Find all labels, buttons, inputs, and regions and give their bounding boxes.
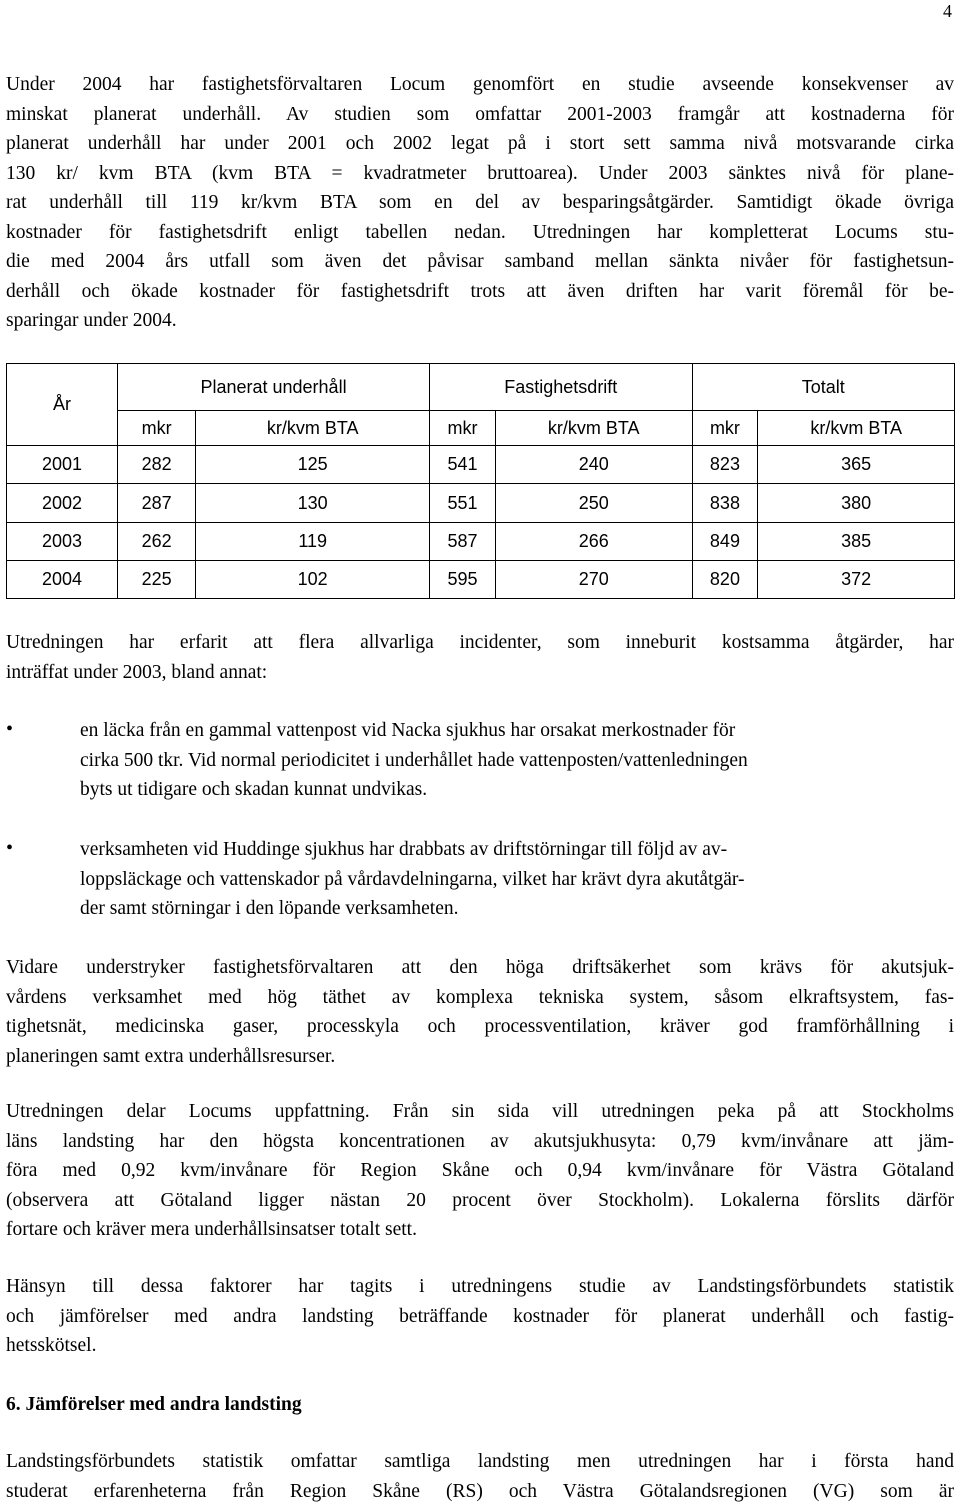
text-line: Hänsyn till dessa faktorer har tagits i utredningens studie av Landstingsförbundets statistik: [6, 1276, 954, 1297]
table-cell: 595: [430, 560, 496, 598]
table-cell: 225: [118, 560, 196, 598]
text-line: die med 2004 års utfall som även det påvisar samband mellan sänkta nivåer för fastighetsun-: [6, 251, 954, 272]
table-cell: 385: [758, 522, 955, 560]
bullet-icon: •: [6, 718, 14, 740]
table-cell: 820: [692, 560, 758, 598]
text-line: cirka 500 tkr. Vid normal periodicitet i underhållet hade vattenposten/vattenledningen: [80, 749, 748, 771]
last-paragraph: [6, 1447, 954, 1506]
table-cell: 119: [196, 522, 430, 560]
table-unit-row: [7, 411, 955, 446]
text-line: fortare och kräver mera underhållsinsatser totalt sett.: [6, 1219, 417, 1240]
text-line: en läcka från en gammal vattenpost vid Nacka sjukhus har orsakat merkostnader för: [80, 720, 736, 741]
text-line: verksamheten vid Huddinge sjukhus har drabbats av driftstörningar till följd av av-: [80, 839, 728, 860]
page-number: 4: [943, 1, 952, 21]
table-cell: 541: [430, 446, 496, 484]
table-cell: 130: [196, 484, 430, 522]
unit-header: mkr: [692, 411, 758, 446]
text-line: rat underhåll till 119 kr/kvm BTA som en del av besparingsåtgärder. Samtidigt ökade övriga: [6, 192, 954, 213]
table-cell: 2003: [7, 522, 118, 560]
table-cell: 262: [118, 522, 196, 560]
text-line: planerat underhåll har under 2001 och 2002 legat på i stort sett samma nivå motsvarande cirka: [6, 133, 954, 154]
text-line: tighetsnät, medicinska gaser, processkyla och processventilation, kräver god framförhållning i: [6, 1016, 954, 1037]
text-line: 130 kr/ kvm BTA (kvm BTA = kvadratmeter bruttoarea). Under 2003 sänktes nivå för plane-: [6, 162, 954, 184]
table-cell: 2001: [7, 446, 118, 484]
table-cell: 102: [196, 560, 430, 598]
text-line: Vidare understryker fastighetsförvaltaren att den höga driftsäkerhet som krävs för akutsjuk-: [6, 957, 954, 978]
table-cell: 282: [118, 446, 196, 484]
unit-header: kr/kvm BTA: [495, 411, 692, 446]
list-item: [80, 835, 940, 924]
table-row: [7, 560, 955, 598]
table-cell: 849: [692, 522, 758, 560]
text-line: inträffat under 2003, bland annat:: [6, 661, 268, 683]
text-line: kostnader för fastighetsdrift enligt tabellen nedan. Utredningen har kompletterat Locums stu-: [6, 221, 954, 243]
text-line: minskat planerat underhåll. Av studien som omfattar 2001-2003 framgår att kostnaderna för: [6, 103, 954, 125]
text-line: läns landsting har den högsta koncentrationen av akutsjukhusyta: 0,79 kvm/invånare att jäm-: [6, 1130, 954, 1152]
table-cell: 365: [758, 446, 955, 484]
text-line: Utredningen har erfarit att flera allvarliga incidenter, som inneburit kostsamma åtgärder, har: [6, 632, 954, 653]
bullet-icon: •: [6, 837, 14, 859]
incidents-intro-paragraph: [6, 628, 954, 687]
text-line: sparingar under 2004.: [6, 310, 177, 331]
table-cell: 551: [430, 484, 496, 522]
table-cell: 240: [495, 446, 692, 484]
table-cell: 587: [430, 522, 496, 560]
table-cell: 287: [118, 484, 196, 522]
text-line: Landstingsförbundets statistik omfattar samtliga landsting men utredningen har i första hand: [6, 1451, 954, 1472]
text-line: hetsskötsel.: [6, 1335, 97, 1356]
text-line: och jämförelser med andra landsting beträffande kostnader för planerat underhåll och fastig-: [6, 1305, 954, 1327]
year-header: År: [7, 364, 118, 446]
table-cell: 2004: [7, 560, 118, 598]
text-line: loppsläckage och vattenskador på vårdavdelningarna, vilket har krävt dyra akutåtgär-: [80, 868, 745, 890]
unit-header: mkr: [430, 411, 496, 446]
section-heading: 6. Jämförelser med andra landsting: [6, 1394, 302, 1415]
vidare-paragraph: [6, 953, 954, 1071]
text-line: studerat erfarenheterna från Region Skåne (RS) och Västra Götalandsregionen (VG) som är: [6, 1480, 954, 1502]
text-line: der samt störningar i den löpande verksamheten.: [80, 898, 459, 919]
table-cell: 250: [495, 484, 692, 522]
table-cell: 270: [495, 560, 692, 598]
group-header-fastighetsdrift: Fastighetsdrift: [430, 364, 692, 411]
unit-header: kr/kvm BTA: [196, 411, 430, 446]
table-row: [7, 484, 955, 522]
text-line: derhåll och ökade kostnader för fastighetsdrift trots att även driften har varit föremål för be-: [6, 280, 954, 302]
table-cell: 380: [758, 484, 955, 522]
cost-table: [6, 363, 955, 599]
table-cell: 125: [196, 446, 430, 484]
group-header-planerat: Planerat underhåll: [118, 364, 430, 411]
text-line: planeringen samt extra underhållsresurser.: [6, 1045, 336, 1067]
table-cell: 266: [495, 522, 692, 560]
text-line: Under 2004 har fastighetsförvaltaren Locum genomfört en studie avseende konsekvenser av: [6, 74, 954, 95]
table-row: [7, 522, 955, 560]
table-cell: 823: [692, 446, 758, 484]
table-header-row: [7, 364, 955, 411]
text-line: vårdens verksamhet med hög täthet av komplexa tekniska system, såsom elkraftsystem, fas-: [6, 986, 954, 1008]
table-cell: 838: [692, 484, 758, 522]
text-line: Utredningen delar Locums uppfattning. Från sin sida vill utredningen peka på att Stockholms: [6, 1101, 954, 1122]
table-cell: 2002: [7, 484, 118, 522]
text-line: byts ut tidigare och skadan kunnat undvikas.: [80, 779, 428, 800]
group-header-totalt: Totalt: [692, 364, 954, 411]
table-row: [7, 446, 955, 484]
unit-header: kr/kvm BTA: [758, 411, 955, 446]
delar-paragraph: [6, 1097, 954, 1245]
intro-paragraph: [6, 70, 954, 336]
table-cell: 372: [758, 560, 955, 598]
hansyn-paragraph: [6, 1272, 954, 1361]
text-line: föra med 0,92 kvm/invånare för Region Skåne och 0,94 kvm/invånare för Västra Götaland: [6, 1160, 954, 1181]
list-item: [80, 716, 940, 805]
text-line: (observera att Götaland ligger nästan 20 procent över Stockholm). Lokalerna förslits därför: [6, 1189, 954, 1211]
unit-header: mkr: [118, 411, 196, 446]
